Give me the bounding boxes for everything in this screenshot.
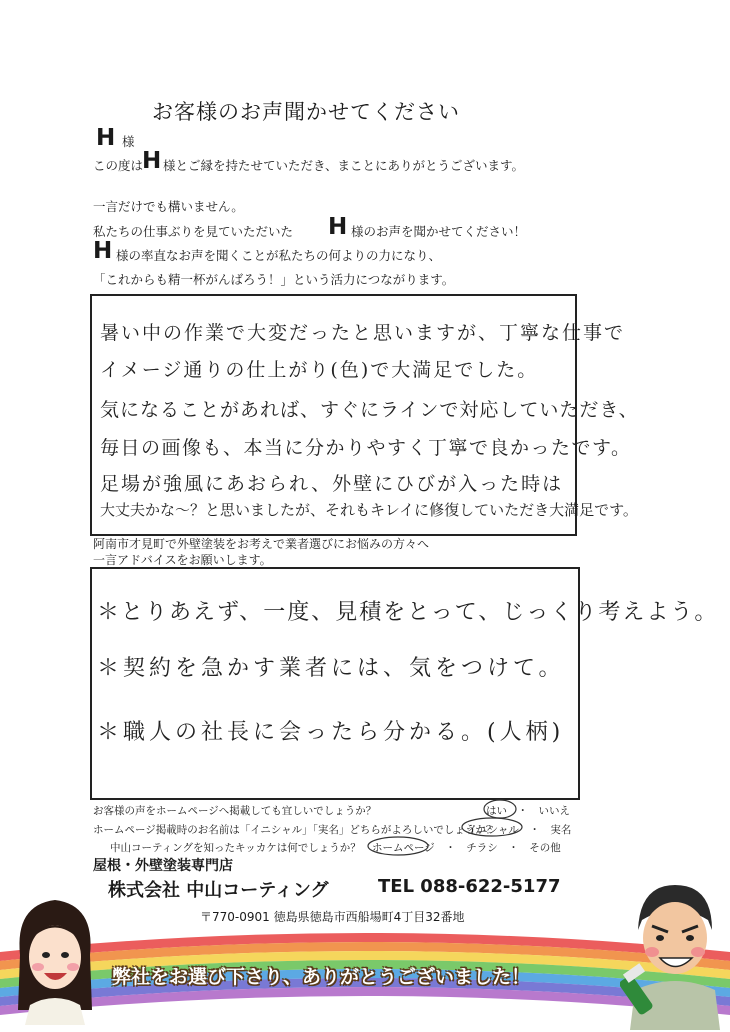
survey-question-1: お客様の声をホームページへ掲載しても宜しいでしょうか？ <box>93 805 377 817</box>
customer-initial-1: H <box>96 125 116 151</box>
honorific-1: 様 <box>122 134 135 149</box>
review-line-5: 足場が強風にあおられ、外壁にひびが入った時は <box>100 473 564 495</box>
mark-yes <box>484 800 516 818</box>
customer-initial-4: H <box>93 238 113 264</box>
advice-line-1: ＊とりあえず、一度、見積をとって、じっくり考えよう。 <box>97 600 719 625</box>
tagline: 屋根・外壁塗装専門店 <box>93 858 233 874</box>
page-title: お客様のお声聞かせてください <box>152 100 460 124</box>
company-tel: TEL 088-622-5177 <box>378 876 561 897</box>
greeting-post: 様とご縁を持たせていただき、まことにありがとうございます。 <box>163 158 525 173</box>
review-line-4: 毎日の画像も、本当に分かりやすく丁寧で良かったです。 <box>100 437 632 459</box>
intro-line-2-pre: 私たちの仕事ぶりを見ていただいた <box>93 224 294 239</box>
survey-question-3: 中山コーティングを知ったキッカケは何でしょうか？ <box>110 842 361 854</box>
review-line-3: 気になることがあれば、すぐにラインで対応していただき、 <box>100 399 639 421</box>
survey-options-2: イニシャル ・ 実名 <box>467 824 572 836</box>
customer-initial-2: H <box>142 148 162 174</box>
intro-line-4: 「これからも精一杯がんばろう！」という活力につながります。 <box>93 272 455 287</box>
review-line-6: 大丈夫かな～？と思いましたが、それもキレイに修復していただき大満足です。 <box>100 501 638 519</box>
advice-prompt-2: 一言アドバイスをお願いします。 <box>93 553 272 567</box>
staff-woman-avatar <box>10 895 100 1025</box>
thanks-banner: 弊社をお選び下さり、ありがとうございました！ <box>112 966 531 988</box>
staff-man-avatar <box>620 880 728 1030</box>
advice-line-3: ＊職人の社長に会ったら分かる。(人柄) <box>97 720 565 745</box>
mark-homepage <box>368 837 428 855</box>
survey-options-3: ホームページ ・ チラシ ・ その他 <box>372 842 561 854</box>
company-name: 株式会社 中山コーティング <box>108 880 329 901</box>
intro-line-1: 一言だけでも構いません。 <box>93 199 244 214</box>
review-line-1: 暑い中の作業で大変だったと思いますが、丁寧な仕事で <box>100 322 626 344</box>
customer-initial-3: H <box>328 214 348 240</box>
mark-initial <box>462 818 522 836</box>
advice-prompt-1: 阿南市才見町で外壁塗装をお考えで業者選びにお悩みの方々へ <box>93 537 430 551</box>
intro-line-3: 様の率直なお声を聞くことが私たちの何よりの力になり、 <box>116 248 442 263</box>
greeting-pre: この度は <box>93 158 144 173</box>
review-line-2: イメージ通りの仕上がり(色)で大満足でした。 <box>100 359 539 381</box>
survey-question-2: ホームページ掲載時のお名前は「イニシャル」「実名」どちらがよろしいでしょうか？ <box>93 824 497 836</box>
survey-options-1: はい ・ いいえ <box>486 805 570 817</box>
advice-line-2: ＊契約を急かす業者には、気をつけて。 <box>97 656 565 681</box>
company-address: 〒770-0901 徳島県徳島市西船場町4丁目32番地 <box>200 910 465 924</box>
intro-line-2-post: 様のお声を聞かせてください！ <box>351 224 527 239</box>
